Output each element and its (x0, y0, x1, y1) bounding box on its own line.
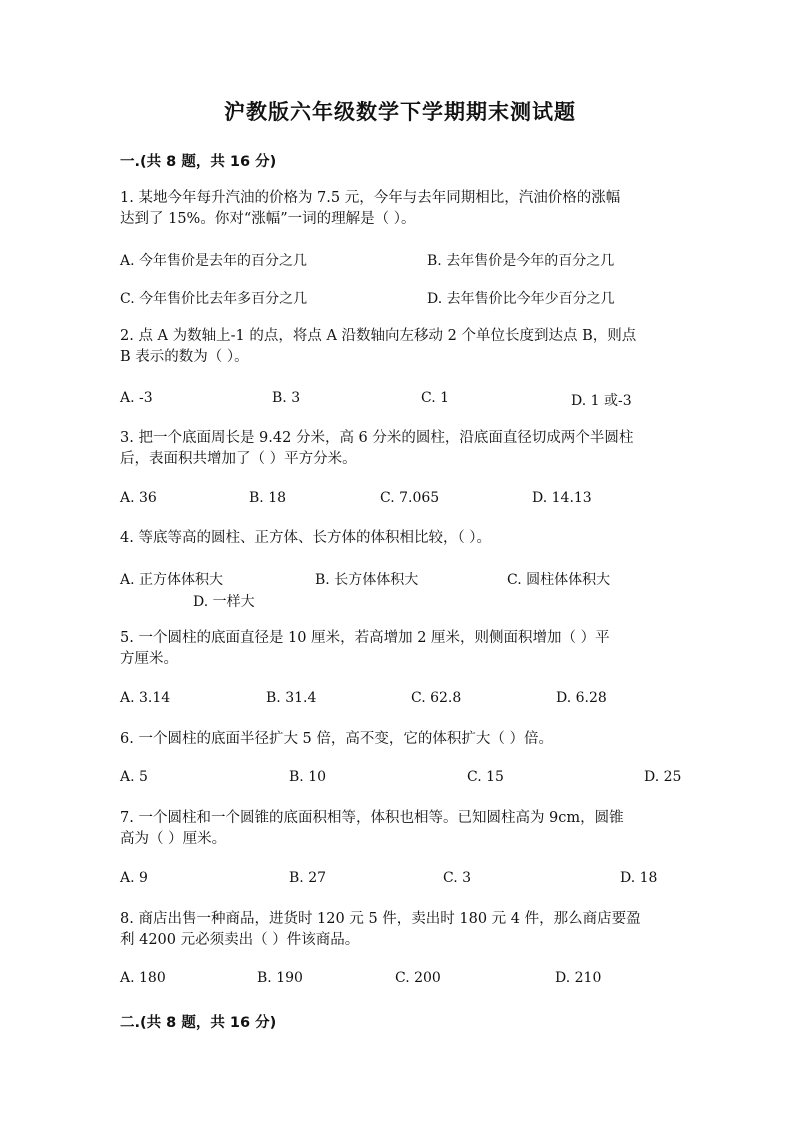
question-8 (120, 909, 680, 951)
option-a: A. 3.14 (120, 690, 171, 706)
question-7 (120, 808, 680, 850)
option-b: B. 3 (272, 390, 301, 406)
question-2 (120, 326, 680, 368)
option-d: D. 6.28 (556, 690, 607, 706)
option-d: D. 去年售价比今年少百分之几 (427, 291, 615, 307)
option-b: B. 10 (289, 769, 327, 785)
question-text-line: 利 4200 元必须卖出（ ）件该商品。 (120, 932, 360, 948)
option-c: C. 62.8 (411, 690, 462, 706)
question-text-line: 后，表面积共增加了（ ）平方分米。 (120, 451, 357, 467)
option-a: A. 36 (120, 490, 157, 506)
option-c: C. 今年售价比去年多百分之几 (120, 291, 308, 307)
section-header: 二.(共 8 题，共 16 分) (120, 1015, 277, 1031)
question-1 (120, 188, 680, 230)
option-c: C. 200 (395, 970, 441, 986)
option-c: C. 圆柱体体积大 (507, 572, 611, 588)
page-title: 沪教版六年级数学下学期期末测试题 (224, 100, 576, 124)
question-5 (120, 628, 680, 670)
option-c: C. 7.065 (380, 490, 440, 506)
question-text-line: 达到了 15%。你对“涨幅”一词的理解是（ ）。 (120, 211, 416, 227)
option-b: B. 去年售价是今年的百分之几 (427, 253, 615, 269)
option-a: A. 180 (120, 970, 166, 986)
question-text-line: 1. 某地今年每升汽油的价格为 7.5 元，今年与去年同期相比，汽油价格的涨幅 (120, 190, 621, 206)
option-d: D. 210 (555, 970, 602, 986)
option-d: D. 1 或-3 (571, 393, 632, 409)
option-a: A. -3 (120, 390, 153, 406)
option-b: B. 18 (249, 490, 287, 506)
option-d: D. 14.13 (532, 490, 592, 506)
question-text-line: 4. 等底等高的圆柱、正方体、长方体的体积相比较，（ ）。 (120, 530, 492, 546)
question-4 (120, 528, 680, 549)
question-3 (120, 428, 680, 470)
option-a: A. 5 (120, 769, 148, 785)
option-b: B. 27 (289, 870, 327, 886)
option-b: B. 190 (257, 970, 303, 986)
option-c: C. 15 (467, 769, 504, 785)
question-text-line: 方厘米。 (120, 651, 178, 667)
option-b: B. 长方体体积大 (315, 572, 419, 588)
option-c: C. 1 (421, 390, 450, 406)
question-text-line: 2. 点 A 为数轴上-1 的点，将点 A 沿数轴向左移动 2 个单位长度到达点 B，则点 (120, 328, 637, 344)
option-c: C. 3 (443, 870, 472, 886)
question-text-line: 5. 一个圆柱的底面直径是 10 厘米，若高增加 2 厘米，则侧面积增加（ ）平 (120, 630, 610, 646)
option-d: D. 一样大 (193, 594, 255, 610)
question-text-line: 3. 把一个底面周长是 9.42 分米，高 6 分米的圆柱，沿底面直径切成两个半圆柱 (120, 430, 634, 446)
question-text-line: 高为（ ）厘米。 (120, 831, 227, 847)
question-text-line: 7. 一个圆柱和一个圆锥的底面积相等，体积也相等。已知圆柱高为 9cm，圆锥 (120, 810, 624, 826)
option-d: D. 25 (644, 769, 682, 785)
option-d: D. 18 (620, 870, 658, 886)
option-b: B. 31.4 (266, 690, 317, 706)
section-header: 一.(共 8 题，共 16 分) (120, 154, 277, 170)
option-a: A. 9 (120, 870, 148, 886)
question-text-line: 6. 一个圆柱的底面半径扩大 5 倍，高不变，它的体积扩大（ ）倍。 (120, 731, 553, 747)
question-6 (120, 729, 680, 750)
question-text-line: 8. 商店出售一种商品，进货时 120 元 5 件，卖出时 180 元 4 件，那么商店要盈 (120, 911, 641, 927)
option-a: A. 正方体体积大 (120, 572, 224, 588)
question-text-line: B 表示的数为（ ）。 (120, 349, 249, 365)
option-a: A. 今年售价是去年的百分之几 (120, 253, 308, 269)
